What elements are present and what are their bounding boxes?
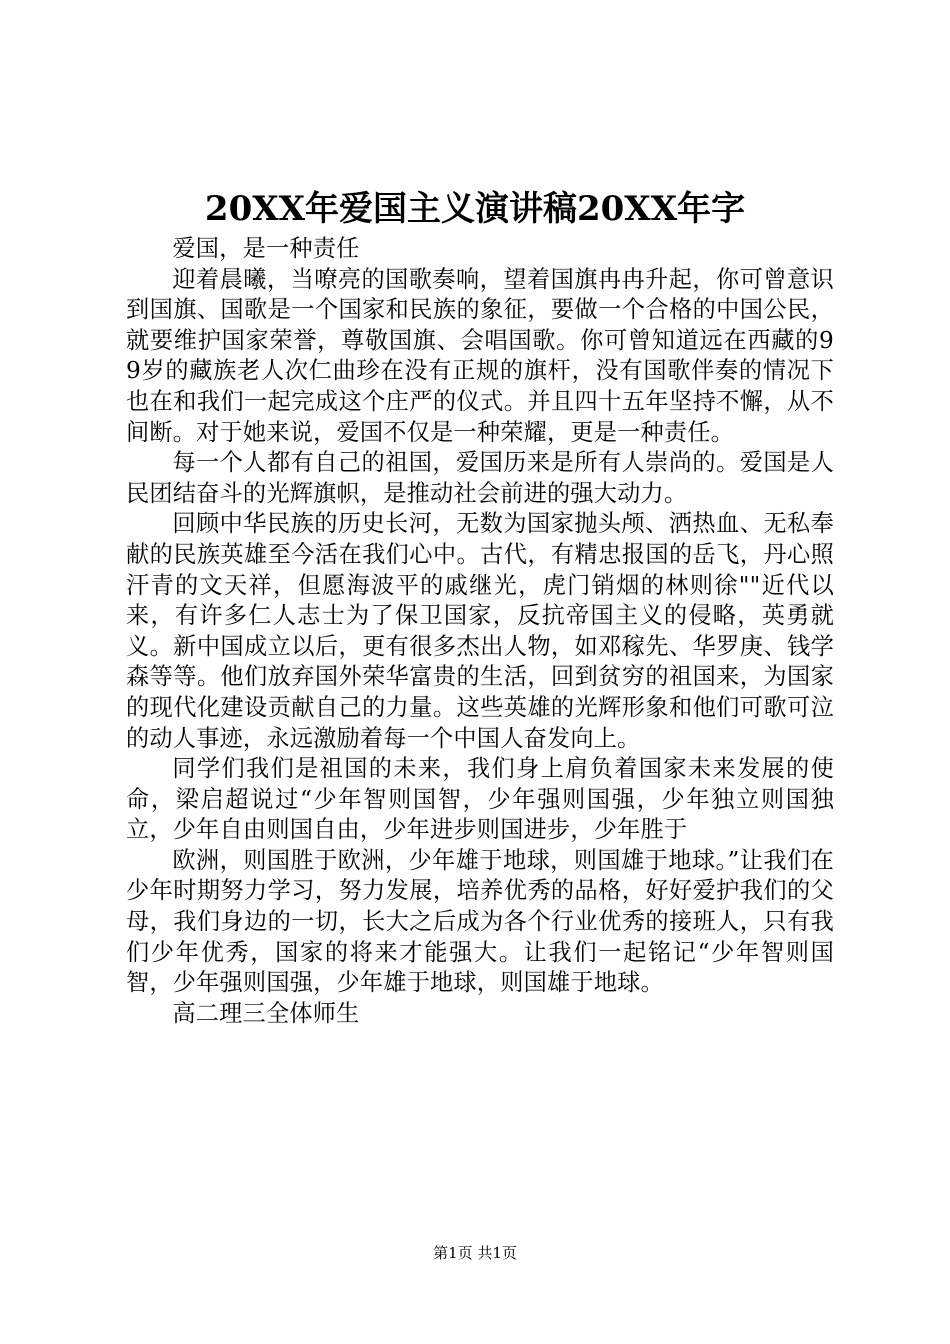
paragraph: 每一个人都有自己的祖国，爱国历来是所有人崇尚的。爱国是人民团结奋斗的光辉旗帜，是推动社会前进的强大动力。 (126, 449, 834, 507)
paragraph: 欧洲，则国胜于欧洲，少年雄于地球，则国雄于地球。”让我们在少年时期努力学习，努力发展，培养优秀的品格，好好爱护我们的父母，我们身边的一切，长大之后成为各个行业优秀的接班人，只有我们少年优秀，国家的将来才能强大。让我们一起铭记“少年智则国智，少年强则国强，少年雄于地球，则国雄于地球。 (126, 846, 834, 997)
paragraph: 高二理三全体师生 (172, 999, 360, 1027)
page-footer: 第1页 共1页 (433, 1244, 517, 1262)
paragraph: 爱国，是一种责任 (172, 235, 360, 262)
document-title: 20XX年爱国主义演讲稿20XX年字 (204, 189, 746, 229)
paragraph: 同学们我们是祖国的未来，我们身上肩负着国家未来发展的使命，梁启超说过“少年智则国智，少年强则国强，少年独立则国独立，少年自由则国自由，少年进步则国进步，少年胜于 (126, 755, 834, 844)
paragraph: 回顾中华民族的历史长河，无数为国家抛头颅、洒热血、无私奉献的民族英雄至今活在我们心中。古代，有精忠报国的岳飞，丹心照汗青的文天祥，但愿海波平的戚继光，虎门销烟的林则徐""近代以来，有许多仁人志士为了保卫国家，反抗帝国主义的侵略，英勇就义。新中国成立以后，更有很多杰出人物，如邓稼先、华罗庚、钱学森等等。他们放弃国外荣华富贵的生活，回到贫穷的祖国来，为国家的现代化建设贡献自己的力量。这些英雄的光辉形象和他们可歌可泣的动人事迹，永远激励着每一个中国人奋发向上。 (126, 510, 834, 752)
paragraph: 迎着晨曦，当嘹亮的国歌奏响，望着国旗冉冉升起，你可曾意识到国旗、国歌是一个国家和民族的象征，要做一个合格的中国公民，就要维护国家荣誉，尊敬国旗、会唱国歌。你可曾知道远在西藏的99岁的藏族老人次仁曲珍在没有正规的旗杆，没有国歌伴奏的情况下也在和我们一起完成这个庄严的仪式。并且四十五年坚持不懈，从不间断。对于她来说，爱国不仅是一种荣耀，更是一种责任。 (126, 265, 834, 446)
document-body (126, 234, 834, 1029)
